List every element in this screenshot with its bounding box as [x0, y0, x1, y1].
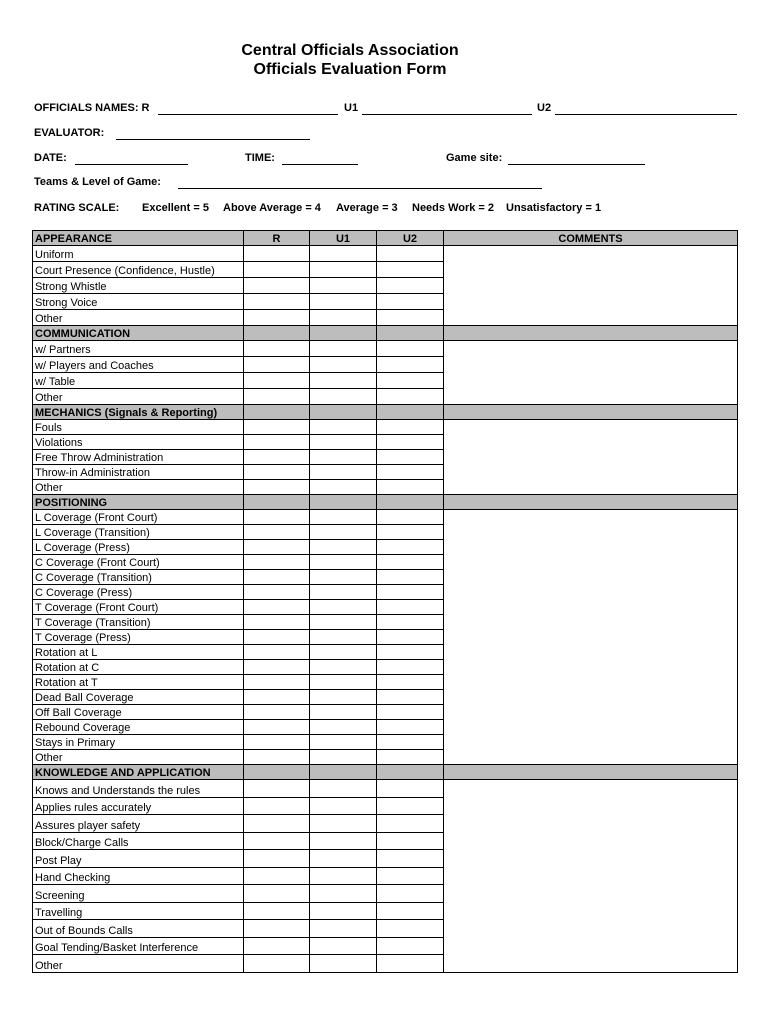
officials-names-label: OFFICIALS NAMES: R	[34, 102, 150, 114]
rating-cell-r[interactable]	[244, 645, 310, 660]
rating-cell-u1[interactable]	[310, 278, 377, 294]
header-cell	[377, 495, 444, 510]
rating-cell-u1[interactable]	[310, 660, 377, 675]
rating-cell-r[interactable]	[244, 373, 310, 389]
rating-cell-u1[interactable]	[310, 690, 377, 705]
teams-level-label: Teams & Level of Game:	[34, 176, 161, 188]
rating-cell-u1[interactable]	[310, 310, 377, 326]
section-header	[33, 765, 738, 780]
criterion-label: Free Throw Administration	[33, 450, 244, 465]
criterion-label: Rebound Coverage	[33, 720, 244, 735]
header-cell	[244, 405, 310, 420]
rating-cell-u1[interactable]	[310, 555, 377, 570]
rating-cell-u2[interactable]	[377, 246, 444, 262]
header-cell	[310, 765, 377, 780]
header-cell	[377, 326, 444, 341]
rating-cell-u2[interactable]	[377, 357, 444, 373]
rating-cell-u2[interactable]	[377, 705, 444, 720]
rating-cell-u2[interactable]	[377, 955, 444, 973]
section-header	[33, 326, 738, 341]
form-title: Central Officials Association	[241, 42, 459, 59]
rating-cell-u1[interactable]	[310, 920, 377, 938]
rating-cell-u1[interactable]	[310, 450, 377, 465]
rating-unsatisfactory: Unsatisfactory = 1	[506, 202, 602, 214]
rating-cell-r[interactable]	[244, 357, 310, 373]
section-title: KNOWLEDGE AND APPLICATION	[33, 765, 244, 780]
criterion-label: Other	[33, 750, 244, 765]
comments-box[interactable]	[444, 420, 738, 495]
rating-cell-u1[interactable]	[310, 705, 377, 720]
rating-cell-r[interactable]	[244, 797, 310, 815]
u1-label: U1	[344, 102, 359, 114]
section-title: APPEARANCE	[33, 231, 244, 246]
rating-cell-r[interactable]	[244, 937, 310, 955]
rating-cell-u1[interactable]	[310, 902, 377, 920]
rating-cell-r[interactable]	[244, 262, 310, 278]
header-cell	[244, 765, 310, 780]
header-cell	[310, 495, 377, 510]
section-header	[33, 495, 738, 510]
rating-cell-u2[interactable]	[377, 885, 444, 903]
rating-cell-u1[interactable]	[310, 262, 377, 278]
criterion-label: Strong Whistle	[33, 278, 244, 294]
rating-cell-u1[interactable]	[310, 357, 377, 373]
rating-cell-r[interactable]	[244, 555, 310, 570]
rating-cell-u1[interactable]	[310, 630, 377, 645]
criterion-label: Dead Ball Coverage	[33, 690, 244, 705]
u1-name-field[interactable]	[362, 114, 532, 115]
rating-cell-u1[interactable]	[310, 867, 377, 885]
rating-cell-u1[interactable]	[310, 780, 377, 798]
game-site-field[interactable]	[508, 164, 645, 165]
rating-scale-label: RATING SCALE:	[34, 202, 120, 214]
criterion-label: Out of Bounds Calls	[33, 920, 244, 938]
rating-cell-u1[interactable]	[310, 815, 377, 833]
criterion-label: Rotation at L	[33, 645, 244, 660]
rating-cell-r[interactable]	[244, 660, 310, 675]
u2-name-field[interactable]	[555, 114, 737, 115]
rating-cell-r[interactable]	[244, 615, 310, 630]
criterion-label: C Coverage (Front Court)	[33, 555, 244, 570]
rating-cell-u1[interactable]	[310, 720, 377, 735]
criterion-label: Goal Tending/Basket Interference	[33, 937, 244, 955]
rating-cell-r[interactable]	[244, 570, 310, 585]
criterion-label: Assures player safety	[33, 815, 244, 833]
header-cell	[377, 765, 444, 780]
rating-cell-u1[interactable]	[310, 389, 377, 405]
header-cell	[244, 495, 310, 510]
rating-cell-r[interactable]	[244, 450, 310, 465]
criterion-label: Off Ball Coverage	[33, 705, 244, 720]
criterion-label: L Coverage (Front Court)	[33, 510, 244, 525]
column-header: COMMENTS	[444, 231, 738, 246]
rating-cell-r[interactable]	[244, 310, 310, 326]
criterion-label: Applies rules accurately	[33, 797, 244, 815]
rating-cell-u2[interactable]	[377, 600, 444, 615]
rating-cell-r[interactable]	[244, 780, 310, 798]
rating-cell-u2[interactable]	[377, 373, 444, 389]
criterion-label: C Coverage (Transition)	[33, 570, 244, 585]
rating-cell-r[interactable]	[244, 525, 310, 540]
rating-cell-u2[interactable]	[377, 465, 444, 480]
rating-cell-u1[interactable]	[310, 294, 377, 310]
criterion-label: T Coverage (Front Court)	[33, 600, 244, 615]
rating-cell-r[interactable]	[244, 585, 310, 600]
rating-average: Average = 3	[336, 202, 398, 214]
rating-cell-u2[interactable]	[377, 750, 444, 765]
criterion-label: Other	[33, 389, 244, 405]
section-title: MECHANICS (Signals & Reporting)	[33, 405, 244, 420]
rating-cell-u1[interactable]	[310, 937, 377, 955]
header-cell	[310, 326, 377, 341]
criterion-label: Violations	[33, 435, 244, 450]
rating-cell-u2[interactable]	[377, 525, 444, 540]
rating-cell-u1[interactable]	[310, 465, 377, 480]
rating-cell-u2[interactable]	[377, 310, 444, 326]
rating-cell-u1[interactable]	[310, 600, 377, 615]
header-cell	[377, 405, 444, 420]
rating-cell-r[interactable]	[244, 341, 310, 357]
rating-cell-u1[interactable]	[310, 570, 377, 585]
rating-cell-u2[interactable]	[377, 555, 444, 570]
rating-cell-u1[interactable]	[310, 797, 377, 815]
rating-cell-u2[interactable]	[377, 389, 444, 405]
date-field[interactable]	[75, 164, 188, 165]
rating-cell-r[interactable]	[244, 885, 310, 903]
rating-above-average: Above Average = 4	[223, 202, 321, 214]
criterion-label: Other	[33, 310, 244, 326]
rating-cell-u1[interactable]	[310, 615, 377, 630]
rating-cell-r[interactable]	[244, 278, 310, 294]
rating-cell-u2[interactable]	[377, 797, 444, 815]
header-cell	[244, 326, 310, 341]
table-row	[33, 510, 738, 525]
table-row	[33, 246, 738, 262]
rating-cell-u2[interactable]	[377, 645, 444, 660]
rating-cell-u2[interactable]	[377, 850, 444, 868]
rating-cell-r[interactable]	[244, 420, 310, 435]
criterion-label: Other	[33, 480, 244, 495]
rating-cell-u1[interactable]	[310, 645, 377, 660]
rating-cell-r[interactable]	[244, 690, 310, 705]
criterion-label: Knows and Understands the rules	[33, 780, 244, 798]
rating-cell-u1[interactable]	[310, 850, 377, 868]
rating-cell-u1[interactable]	[310, 750, 377, 765]
rating-cell-r[interactable]	[244, 832, 310, 850]
criterion-label: T Coverage (Transition)	[33, 615, 244, 630]
rating-cell-u2[interactable]	[377, 815, 444, 833]
rating-cell-r[interactable]	[244, 720, 310, 735]
comments-box[interactable]	[444, 780, 738, 973]
rating-cell-u2[interactable]	[377, 278, 444, 294]
column-header: R	[244, 231, 310, 246]
rating-cell-u2[interactable]	[377, 294, 444, 310]
rating-cell-r[interactable]	[244, 867, 310, 885]
rating-cell-u2[interactable]	[377, 510, 444, 525]
criterion-label: Hand Checking	[33, 867, 244, 885]
criterion-label: Throw-in Administration	[33, 465, 244, 480]
rating-cell-u2[interactable]	[377, 435, 444, 450]
rating-cell-u2[interactable]	[377, 920, 444, 938]
criterion-label: L Coverage (Press)	[33, 540, 244, 555]
rating-cell-r[interactable]	[244, 630, 310, 645]
criterion-label: C Coverage (Press)	[33, 585, 244, 600]
rating-cell-u2[interactable]	[377, 630, 444, 645]
rating-cell-r[interactable]	[244, 465, 310, 480]
rating-cell-r[interactable]	[244, 920, 310, 938]
rating-cell-r[interactable]	[244, 246, 310, 262]
evaluator-label: EVALUATOR:	[34, 127, 105, 139]
rating-cell-u2[interactable]	[377, 570, 444, 585]
rating-cell-u1[interactable]	[310, 735, 377, 750]
rating-cell-r[interactable]	[244, 480, 310, 495]
criterion-label: Rotation at C	[33, 660, 244, 675]
header-cell	[444, 405, 738, 420]
criterion-label: Court Presence (Confidence, Hustle)	[33, 262, 244, 278]
table-row	[33, 341, 738, 357]
rating-cell-u1[interactable]	[310, 246, 377, 262]
comments-box[interactable]	[444, 510, 738, 765]
column-header: U1	[310, 231, 377, 246]
rating-cell-u1[interactable]	[310, 420, 377, 435]
rating-cell-u1[interactable]	[310, 675, 377, 690]
criterion-label: Rotation at T	[33, 675, 244, 690]
rating-cell-u2[interactable]	[377, 540, 444, 555]
criterion-label: w/ Players and Coaches	[33, 357, 244, 373]
rating-cell-r[interactable]	[244, 815, 310, 833]
time-label: TIME:	[245, 152, 275, 164]
time-field[interactable]	[282, 164, 358, 165]
header-cell	[310, 405, 377, 420]
rating-cell-u2[interactable]	[377, 660, 444, 675]
criterion-label: Fouls	[33, 420, 244, 435]
rating-cell-u1[interactable]	[310, 435, 377, 450]
criterion-label: Stays in Primary	[33, 735, 244, 750]
criterion-label: Block/Charge Calls	[33, 832, 244, 850]
rating-cell-u2[interactable]	[377, 450, 444, 465]
evaluator-field[interactable]	[116, 139, 310, 140]
date-label: DATE:	[34, 152, 67, 164]
rating-cell-r[interactable]	[244, 735, 310, 750]
header-cell	[444, 495, 738, 510]
teams-level-field[interactable]	[178, 188, 542, 189]
rating-cell-u2[interactable]	[377, 585, 444, 600]
rating-cell-u2[interactable]	[377, 262, 444, 278]
section-header	[33, 231, 738, 246]
rating-cell-r[interactable]	[244, 850, 310, 868]
rating-cell-r[interactable]	[244, 294, 310, 310]
criterion-label: Uniform	[33, 246, 244, 262]
criterion-label: Screening	[33, 885, 244, 903]
rating-cell-r[interactable]	[244, 600, 310, 615]
rating-cell-r[interactable]	[244, 435, 310, 450]
rating-cell-u2[interactable]	[377, 615, 444, 630]
header-cell	[444, 326, 738, 341]
rating-cell-u2[interactable]	[377, 720, 444, 735]
rating-cell-u2[interactable]	[377, 420, 444, 435]
rating-cell-u2[interactable]	[377, 690, 444, 705]
rating-cell-u2[interactable]	[377, 902, 444, 920]
column-header: U2	[377, 231, 444, 246]
table-row	[33, 780, 738, 798]
criterion-label: w/ Table	[33, 373, 244, 389]
criterion-label: T Coverage (Press)	[33, 630, 244, 645]
rating-needs-work: Needs Work = 2	[412, 202, 495, 214]
rating-cell-u2[interactable]	[377, 780, 444, 798]
rating-cell-r[interactable]	[244, 540, 310, 555]
referee-name-field[interactable]	[158, 114, 338, 115]
criterion-label: Travelling	[33, 902, 244, 920]
criterion-label: Post Play	[33, 850, 244, 868]
comments-box[interactable]	[444, 246, 738, 326]
rating-cell-u1[interactable]	[310, 510, 377, 525]
rating-cell-r[interactable]	[244, 510, 310, 525]
rating-cell-u1[interactable]	[310, 540, 377, 555]
table-row	[33, 420, 738, 435]
rating-cell-u1[interactable]	[310, 955, 377, 973]
criterion-label: Strong Voice	[33, 294, 244, 310]
rating-cell-u1[interactable]	[310, 832, 377, 850]
rating-excellent: Excellent = 5	[142, 202, 209, 214]
rating-cell-u2[interactable]	[377, 675, 444, 690]
rating-cell-u1[interactable]	[310, 885, 377, 903]
game-site-label: Game site:	[446, 152, 503, 164]
u2-label: U2	[537, 102, 552, 114]
rating-cell-u1[interactable]	[310, 525, 377, 540]
evaluation-table	[32, 230, 738, 973]
rating-cell-u2[interactable]	[377, 480, 444, 495]
rating-cell-r[interactable]	[244, 705, 310, 720]
rating-cell-r[interactable]	[244, 955, 310, 973]
rating-cell-u1[interactable]	[310, 585, 377, 600]
comments-box[interactable]	[444, 341, 738, 405]
rating-cell-u1[interactable]	[310, 341, 377, 357]
section-title: POSITIONING	[33, 495, 244, 510]
criterion-label: L Coverage (Transition)	[33, 525, 244, 540]
rating-cell-r[interactable]	[244, 750, 310, 765]
rating-cell-u2[interactable]	[377, 735, 444, 750]
rating-cell-u1[interactable]	[310, 373, 377, 389]
criterion-label: w/ Partners	[33, 341, 244, 357]
rating-cell-r[interactable]	[244, 389, 310, 405]
rating-cell-u1[interactable]	[310, 480, 377, 495]
rating-cell-u2[interactable]	[377, 867, 444, 885]
rating-cell-r[interactable]	[244, 902, 310, 920]
form-subtitle: Officials Evaluation Form	[253, 61, 447, 78]
rating-cell-u2[interactable]	[377, 832, 444, 850]
rating-cell-u2[interactable]	[377, 937, 444, 955]
criterion-label: Other	[33, 955, 244, 973]
rating-cell-u2[interactable]	[377, 341, 444, 357]
rating-cell-r[interactable]	[244, 675, 310, 690]
section-title: COMMUNICATION	[33, 326, 244, 341]
header-cell	[444, 765, 738, 780]
section-header	[33, 405, 738, 420]
